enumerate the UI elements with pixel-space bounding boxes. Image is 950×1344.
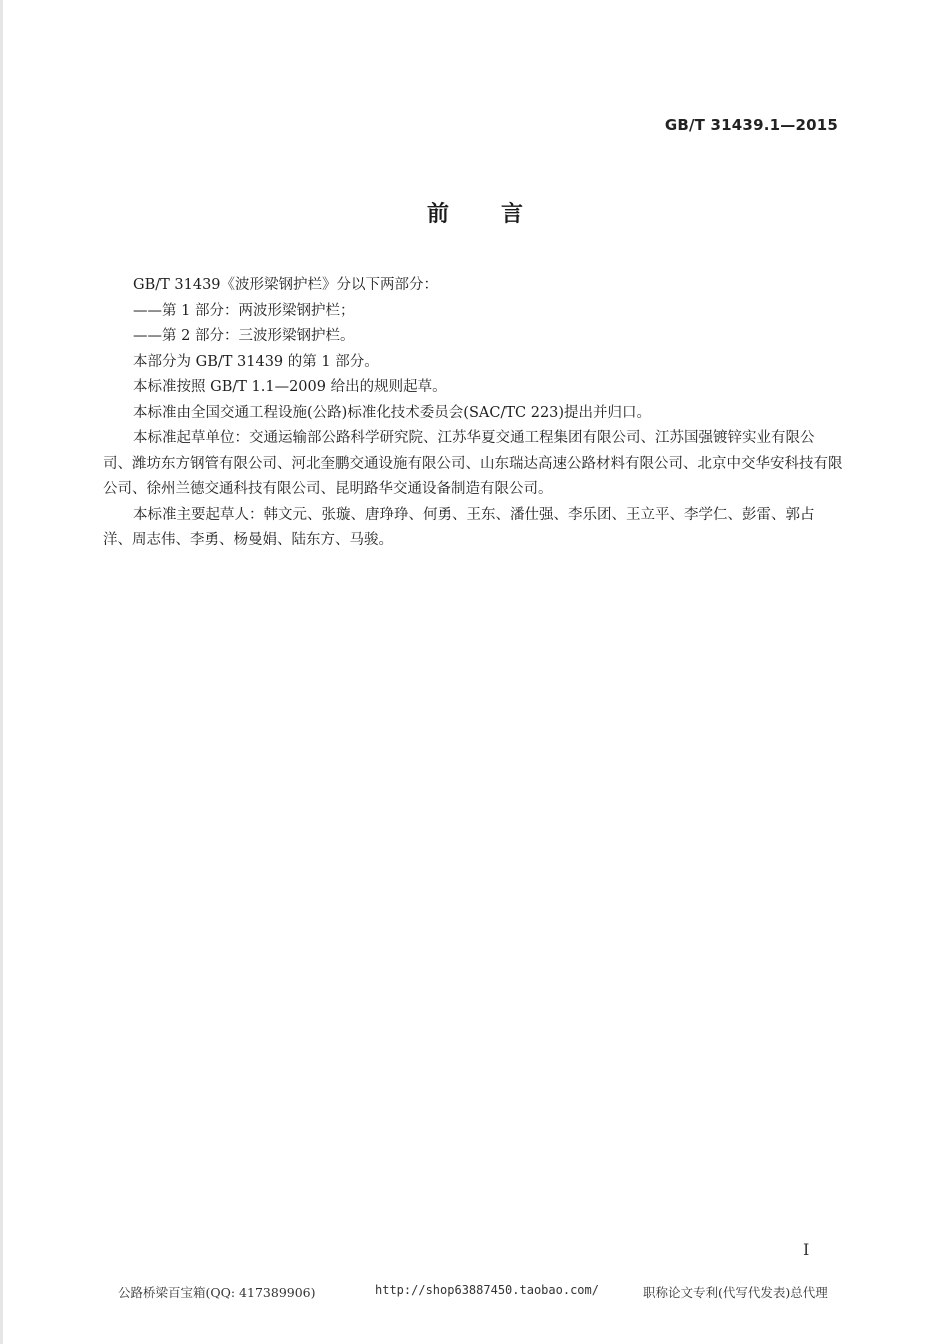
paragraph-this-part: 本部分为 GB/T 31439 的第 1 部分。 (133, 353, 379, 370)
footer-url[interactable]: http://shop63887450.taobao.com/ (375, 1283, 599, 1297)
paragraph-proposed-by: 本标准由全国交通工程设施(公路)标准化技术委员会(SAC/TC 223)提出并归口。 (133, 404, 652, 421)
page-number: I (803, 1240, 810, 1259)
footer-right-text: 职称论文专利(代写代发表)总代理 (643, 1285, 828, 1300)
footer-left-text: 公路桥梁百宝箱(QQ: 417389906) (118, 1285, 316, 1300)
paragraph-part-1: ——第 1 部分：两波形梁钢护栏； (133, 302, 355, 319)
paragraph-drafting-units: 本标准起草单位：交通运输部公路科学研究院、江苏华夏交通工程集团有限公司、江苏国强镀锌实业有限公司、潍坊东方钢管有限公司、河北奎鹏交通设施有限公司、山东瑞达高速公路材料有限公司、北京中交华安科技有限公司、徐州兰德交通科技有限公司、昆明路华交通设备制造有限公司。 (103, 430, 843, 497)
page-title: 前言 (426, 202, 575, 227)
paragraph-part-2: ——第 2 部分：三波形梁钢护栏。 (133, 328, 355, 344)
foreword-body (103, 273, 843, 554)
paragraph-intro: GB/T 31439《波形梁钢护栏》分以下两部分： (133, 277, 439, 293)
paragraph-drafting-rules: 本标准按照 GB/T 1.1—2009 给出的规则起草。 (133, 379, 447, 395)
standard-number: GB/T 31439.1—2015 (664, 116, 838, 134)
paragraph-drafters: 本标准主要起草人：韩文元、张璇、唐琤琤、何勇、王东、潘仕强、李乐团、王立平、李学仁、彭雷、郭占洋、周志伟、李勇、杨曼娟、陆东方、马骏。 (103, 506, 815, 548)
